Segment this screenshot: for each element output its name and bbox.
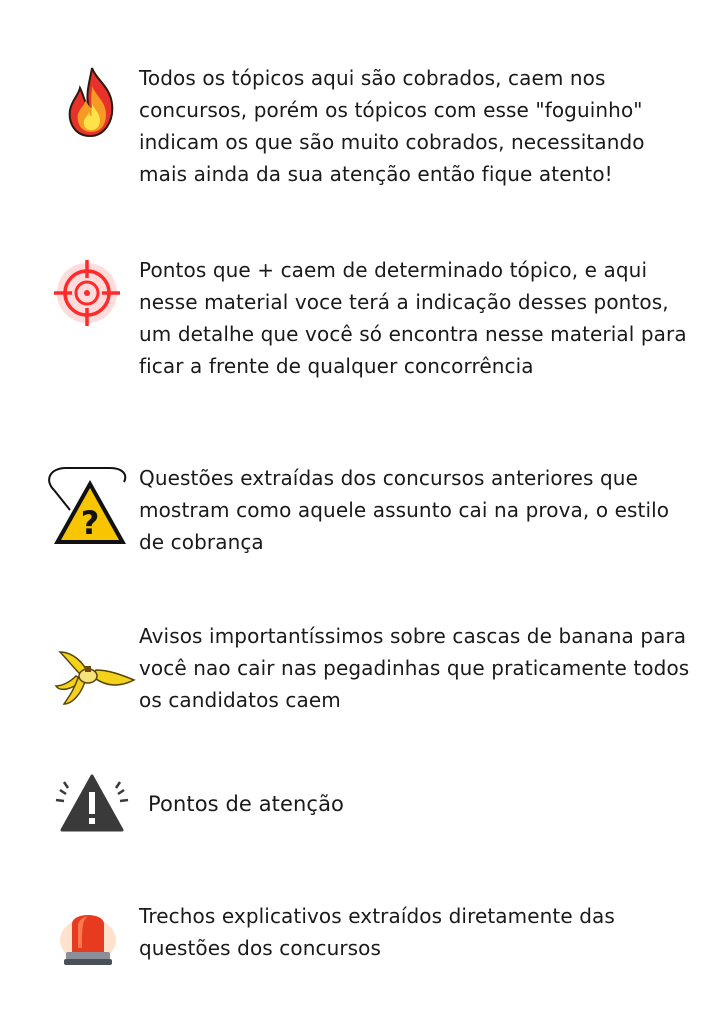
banana-peel-icon: [52, 640, 136, 710]
siren-icon: [58, 900, 118, 968]
legend-item-banana: [0, 620, 724, 720]
svg-text:?: ?: [80, 504, 100, 542]
question-warning-sign-icon: [40, 464, 130, 550]
legend-item-alert: [0, 772, 724, 836]
legend-text-siren: Trechos explicativos extraídos diretamente das questões dos concursos: [139, 904, 615, 960]
target-crosshair-icon: [50, 256, 124, 330]
alert-triangle-icon: [54, 772, 130, 834]
legend-text-fire: Todos os tópicos aqui são cobrados, caem nos concursos, porém os tópicos com esse "foguinho" indicam os que são muito cobrados, necessitando mais ainda da sua atenção então fique atento!: [139, 66, 645, 186]
legend-item-siren: [0, 900, 724, 980]
legend-item-target: [0, 254, 724, 414]
legend-text-banana: Avisos importantíssimos sobre cascas de banana para você nao cair nas pegadinhas que praticamente todos os candidatos caem: [139, 624, 690, 712]
legend-text-alert: Pontos de atenção: [148, 792, 344, 816]
legend-text-questions: Questões extraídas dos concursos anteriores que mostram como aquele assunto cai na prova, o estilo de cobrança: [139, 466, 670, 554]
legend-item-fire: [0, 60, 724, 190]
fire-icon: [62, 66, 122, 138]
legend-item-questions: [0, 462, 724, 562]
legend-text-target: Pontos que + caem de determinado tópico, e aqui nesse material voce terá a indicação desses pontos, um detalhe que você só encontra nesse material para ficar a frente de qualquer concorrência: [139, 258, 687, 378]
